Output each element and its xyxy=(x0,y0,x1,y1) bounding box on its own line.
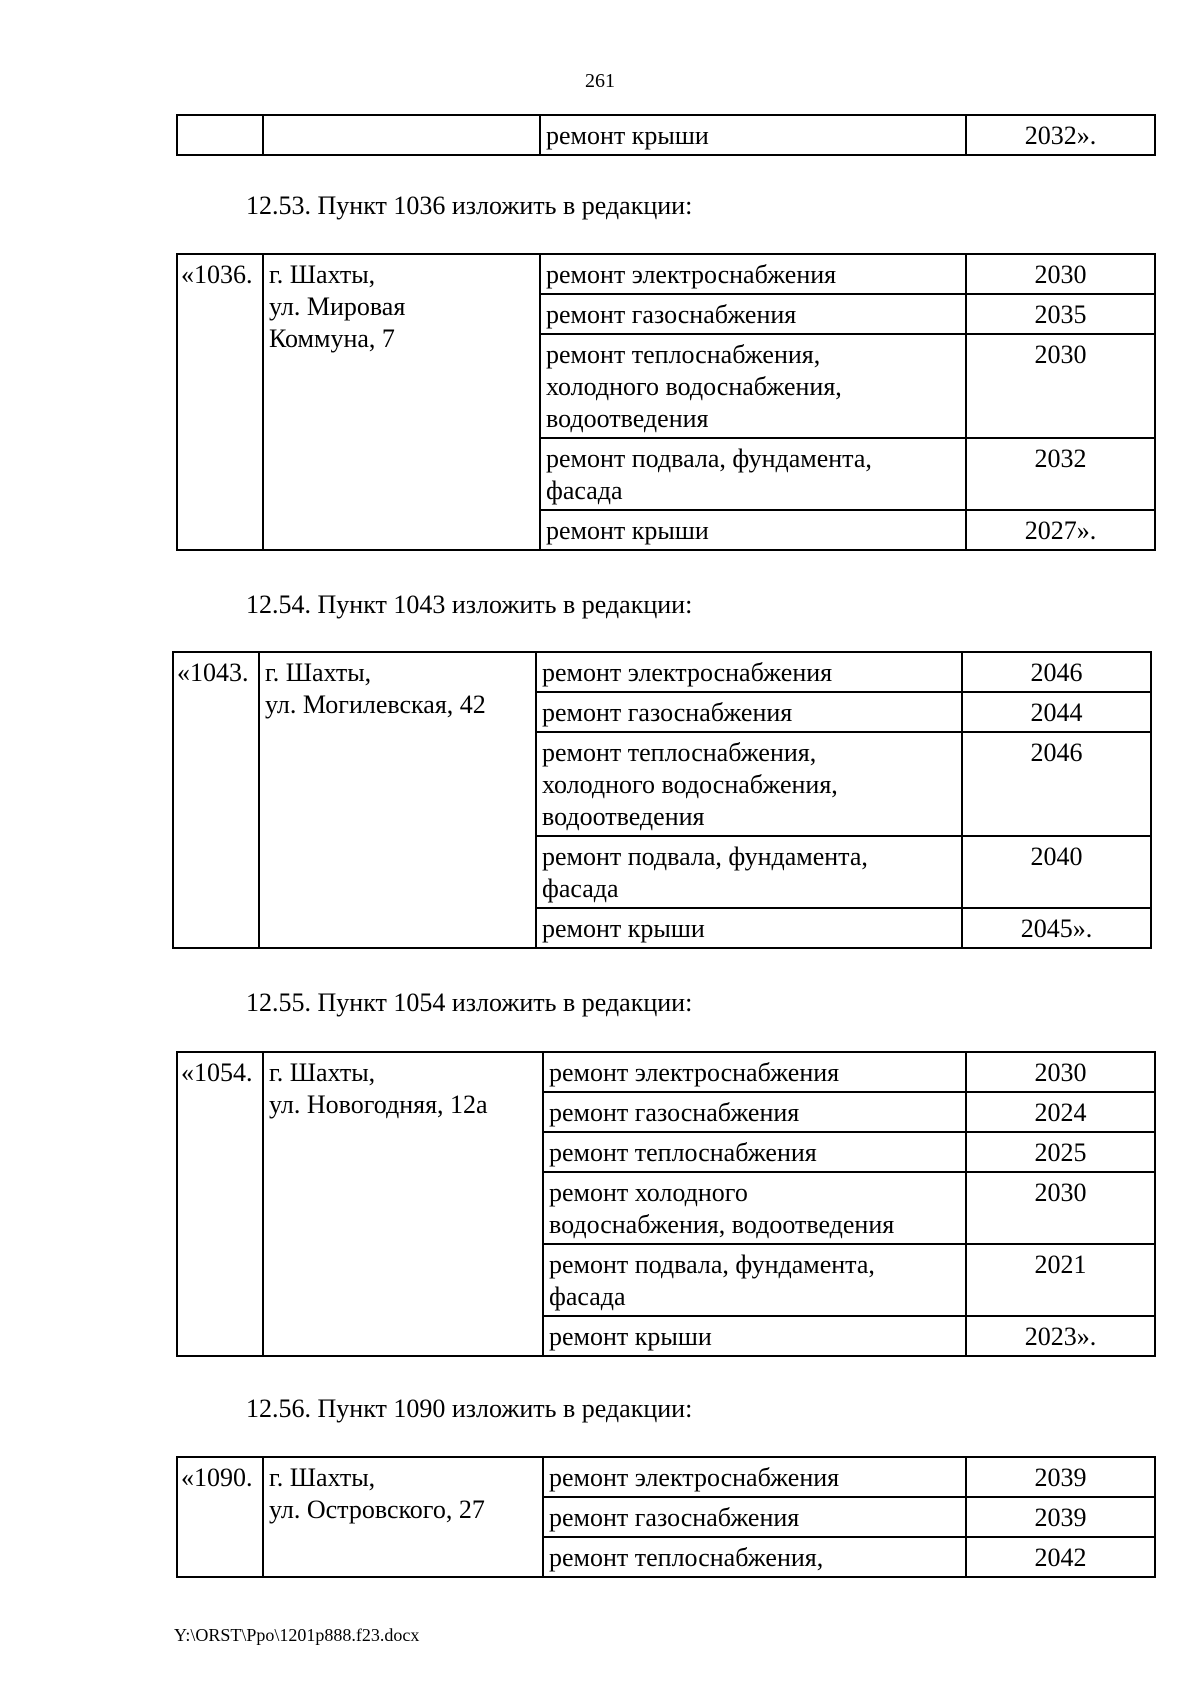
work-line: холодного водоснабжения, xyxy=(546,372,842,401)
year-cell: 2027». xyxy=(966,510,1155,550)
address-line: Коммуна, 7 xyxy=(269,324,395,353)
work-cell xyxy=(536,836,962,908)
year-cell: 2045». xyxy=(962,908,1151,948)
address-line: ул. Островского, 27 xyxy=(269,1495,485,1524)
work-line: ремонт газоснабжения xyxy=(549,1503,800,1532)
item-table-1090 xyxy=(176,1456,1156,1578)
work-cell xyxy=(543,1132,966,1172)
work-cell xyxy=(536,732,962,836)
work-line: ремонт подвала, фундамента, xyxy=(542,842,868,871)
address-line: г. Шахты, xyxy=(269,1058,376,1087)
section-heading: 12.53. Пункт 1036 изложить в редакции: xyxy=(246,191,693,220)
item-number: «1054. xyxy=(177,1052,263,1356)
work-cell xyxy=(536,652,962,692)
work-line: ремонт электроснабжения xyxy=(549,1463,840,1492)
item-number: «1090. xyxy=(177,1457,263,1577)
year-cell: 2032». xyxy=(966,115,1155,155)
address-cell xyxy=(259,652,536,948)
work-cell xyxy=(543,1244,966,1316)
work-line: ремонт крыши xyxy=(546,516,709,545)
year-cell: 2035 xyxy=(966,294,1155,334)
year-cell: 2021 xyxy=(966,1244,1155,1316)
item-table-1054 xyxy=(176,1051,1156,1357)
work-line: ремонт газоснабжения xyxy=(542,698,793,727)
table-row xyxy=(177,1457,1155,1497)
year-cell: 2039 xyxy=(966,1497,1155,1537)
work-line: водоотведения xyxy=(546,404,709,433)
year-cell: 2039 xyxy=(966,1457,1155,1497)
year-cell: 2030 xyxy=(966,1052,1155,1092)
item-table-1036 xyxy=(176,253,1156,551)
work-line: ремонт крыши xyxy=(549,1322,712,1351)
year-cell: 2044 xyxy=(962,692,1151,732)
address-line: ул. Новогодняя, 12а xyxy=(269,1090,488,1119)
year-cell: 2030 xyxy=(966,254,1155,294)
year-cell: 2030 xyxy=(966,1172,1155,1244)
work-cell xyxy=(536,908,962,948)
work-line: ремонт подвала, фундамента, xyxy=(549,1250,875,1279)
table-row xyxy=(173,652,1151,692)
work-cell xyxy=(540,510,966,550)
year-cell: 2046 xyxy=(962,732,1151,836)
work-cell xyxy=(543,1457,966,1497)
section-heading: 12.55. Пункт 1054 изложить в редакции: xyxy=(246,988,693,1017)
address-line: г. Шахты, xyxy=(269,1463,376,1492)
address-cell xyxy=(263,1457,543,1577)
year-cell: 2042 xyxy=(966,1537,1155,1577)
work-line: ремонт подвала, фундамента, xyxy=(546,444,872,473)
work-cell xyxy=(540,254,966,294)
work-line: водоснабжения, водоотведения xyxy=(549,1210,895,1239)
table-row xyxy=(177,115,1155,155)
page-number: 261 xyxy=(585,70,615,92)
year-cell: 2023». xyxy=(966,1316,1155,1356)
work-cell xyxy=(543,1537,966,1577)
work-cell xyxy=(543,1172,966,1244)
year-cell: 2030 xyxy=(966,334,1155,438)
year-cell: 2024 xyxy=(966,1092,1155,1132)
work-cell xyxy=(536,692,962,732)
continuation-table xyxy=(176,114,1156,156)
address-line: ул. Могилевская, 42 xyxy=(265,690,486,719)
section-heading: 12.54. Пункт 1043 изложить в редакции: xyxy=(246,590,693,619)
work-line: фасада xyxy=(546,476,623,505)
address-cell xyxy=(263,1052,543,1356)
work-cell xyxy=(543,1497,966,1537)
work-line: ремонт теплоснабжения, xyxy=(542,738,817,767)
year-cell: 2040 xyxy=(962,836,1151,908)
work-line: ремонт теплоснабжения xyxy=(549,1138,817,1167)
work-cell xyxy=(540,334,966,438)
section-heading: 12.56. Пункт 1090 изложить в редакции: xyxy=(246,1394,693,1423)
address-line: ул. Мировая xyxy=(269,292,406,321)
work-cell: ремонт крыши xyxy=(540,115,966,155)
year-cell: 2025 xyxy=(966,1132,1155,1172)
work-line: холодного водоснабжения, xyxy=(542,770,838,799)
work-line: ремонт теплоснабжения, xyxy=(546,340,821,369)
work-line: ремонт газоснабжения xyxy=(549,1098,800,1127)
work-line: ремонт крыши xyxy=(542,914,705,943)
work-line: ремонт газоснабжения xyxy=(546,300,797,329)
work-line: ремонт электроснабжения xyxy=(549,1058,840,1087)
table-row xyxy=(177,1052,1155,1092)
num-cell xyxy=(177,115,263,155)
work-line: ремонт холодного xyxy=(549,1178,748,1207)
address-cell xyxy=(263,254,540,550)
work-line: ремонт электроснабжения xyxy=(542,658,833,687)
year-cell: 2046 xyxy=(962,652,1151,692)
work-line: ремонт электроснабжения xyxy=(546,260,837,289)
item-number: «1036. xyxy=(177,254,263,550)
work-cell xyxy=(543,1052,966,1092)
address-line: г. Шахты, xyxy=(269,260,376,289)
table-row xyxy=(177,254,1155,294)
work-cell xyxy=(540,294,966,334)
address-line: г. Шахты, xyxy=(265,658,372,687)
work-cell xyxy=(543,1092,966,1132)
work-cell xyxy=(543,1316,966,1356)
address-cell xyxy=(263,115,540,155)
work-line: ремонт теплоснабжения, xyxy=(549,1543,824,1572)
footer-file-path: Y:\ORST\Ppo\1201p888.f23.docx xyxy=(174,1625,420,1645)
work-line: водоотведения xyxy=(542,802,705,831)
item-table-1043 xyxy=(172,651,1152,949)
item-number: «1043. xyxy=(173,652,259,948)
work-cell xyxy=(540,438,966,510)
year-cell: 2032 xyxy=(966,438,1155,510)
work-line: фасада xyxy=(549,1282,626,1311)
work-line: фасада xyxy=(542,874,619,903)
